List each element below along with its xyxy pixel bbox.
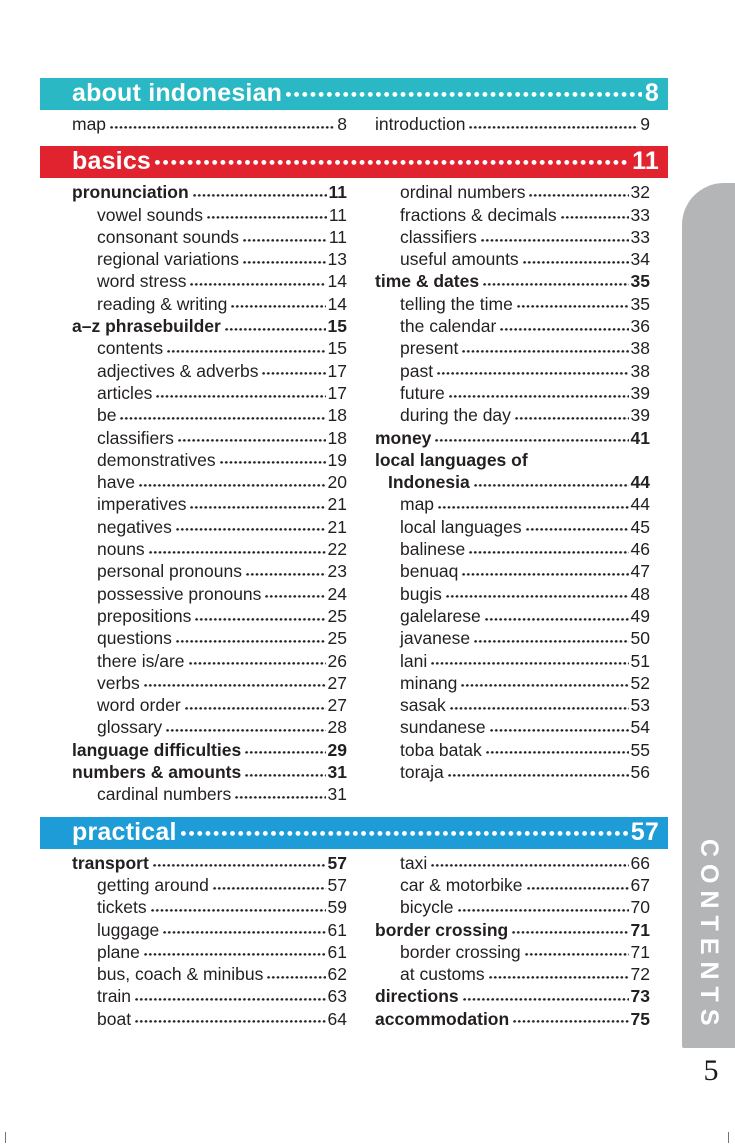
entry-page-number: 32	[630, 182, 650, 203]
entry-label: bugis	[400, 583, 442, 604]
entry-page-number: 19	[327, 449, 347, 470]
entry-page-number: 64	[327, 1008, 347, 1029]
toc-sections	[40, 78, 668, 1030]
toc-entry	[72, 404, 347, 426]
entry-label: map	[72, 114, 107, 134]
entry-page-number: 75	[630, 1008, 650, 1029]
toc-entry	[72, 896, 347, 918]
entry-page-number: 14	[327, 271, 347, 292]
toc-entry	[375, 226, 650, 248]
entry-page-number: 50	[630, 628, 650, 649]
toc-section	[40, 817, 668, 1030]
entry-label: sundanese	[400, 717, 486, 738]
toc-entry	[72, 382, 347, 404]
entry-label: time & dates	[375, 271, 480, 292]
toc-entry	[72, 694, 347, 716]
entry-page-number: 8	[337, 114, 347, 134]
entry-page-number: 17	[327, 382, 347, 403]
entry-page-number: 67	[630, 874, 650, 895]
section-title: about indonesian	[72, 79, 283, 107]
entry-page-number: 71	[630, 919, 650, 940]
entry-page-number: 23	[327, 561, 347, 582]
entry-page-number: 70	[630, 897, 650, 918]
toc-entry	[72, 516, 347, 538]
entry-label: nouns	[97, 539, 145, 560]
entry-label: tickets	[97, 897, 147, 918]
toc-entry	[72, 337, 347, 359]
entry-page-number: 21	[327, 494, 347, 515]
toc-entry	[72, 181, 347, 203]
entry-label: money	[375, 427, 432, 448]
toc-entry	[375, 315, 650, 337]
entry-label: ordinal numbers	[400, 182, 526, 203]
entry-page-number: 25	[327, 628, 347, 649]
toc-section	[40, 146, 668, 805]
entry-page-number: 35	[630, 271, 650, 292]
entry-label: accommodation	[375, 1008, 510, 1029]
entry-page-number: 17	[327, 360, 347, 381]
entry-page-number: 28	[327, 717, 347, 738]
crop-mark-right	[728, 1132, 729, 1143]
entry-label: adjectives & adverbs	[97, 360, 259, 381]
entry-label: taxi	[400, 852, 428, 873]
section-page-number: 57	[630, 817, 659, 846]
entry-page-number: 27	[327, 695, 347, 716]
toc-columns	[40, 178, 668, 805]
toc-entry	[375, 204, 650, 226]
entry-label: cardinal numbers	[97, 784, 232, 805]
toc-entry	[72, 761, 347, 783]
entry-page-number: 46	[630, 539, 650, 560]
toc-entry	[375, 270, 650, 292]
entry-label: questions	[97, 628, 172, 649]
section-header-bar	[40, 78, 668, 110]
entry-page-number: 52	[630, 672, 650, 693]
section-page-number: 11	[632, 147, 659, 176]
toc-entry	[375, 293, 650, 315]
entry-label: useful amounts	[400, 249, 519, 270]
entry-page-number: 61	[327, 919, 347, 940]
entry-label: toba batak	[400, 739, 482, 760]
section-title: basics	[72, 147, 152, 176]
entry-label: demonstratives	[97, 449, 216, 470]
toc-entry	[375, 560, 650, 582]
entry-page-number: 33	[630, 226, 650, 247]
toc-entry	[375, 852, 650, 874]
entry-label: vowel sounds	[97, 204, 204, 225]
toc-entry	[375, 427, 650, 449]
entry-page-number: 57	[327, 874, 347, 895]
toc-entry	[72, 672, 347, 694]
toc-entry	[72, 560, 347, 582]
toc-entry	[72, 739, 347, 761]
section-header-bar	[40, 817, 668, 849]
entry-page-number: 41	[630, 427, 650, 448]
entry-page-number: 9	[640, 114, 650, 134]
section-header-bar	[40, 146, 668, 178]
toc-entry	[72, 248, 347, 270]
toc-entry	[72, 493, 347, 515]
entry-label: consonant sounds	[97, 226, 240, 247]
entry-label: during the day	[400, 405, 511, 426]
entry-page-number: 59	[327, 897, 347, 918]
entry-label: directions	[375, 986, 459, 1007]
entry-label: bicycle	[400, 897, 454, 918]
toc-entry	[72, 315, 347, 337]
entry-page-number: 34	[630, 249, 650, 270]
entry-page-number: 11	[328, 204, 347, 225]
entry-label: introduction	[375, 114, 466, 134]
toc-entry	[375, 538, 650, 560]
toc-entry	[375, 963, 650, 985]
entry-page-number: 11	[328, 226, 347, 247]
toc-column	[375, 852, 650, 1030]
toc-entry	[72, 852, 347, 874]
entry-page-number: 48	[630, 583, 650, 604]
toc-entry	[375, 985, 650, 1007]
entry-page-number: 38	[630, 338, 650, 359]
entry-page-number: 56	[630, 762, 650, 783]
entry-page-number: 73	[630, 986, 650, 1007]
entry-page-number: 62	[327, 964, 347, 985]
toc-entry	[72, 1008, 347, 1030]
crop-mark-left	[5, 1132, 6, 1143]
entry-label: possessive pronouns	[97, 583, 262, 604]
toc-entry	[375, 1008, 650, 1030]
entry-label: minang	[400, 672, 458, 693]
entry-label: plane	[97, 941, 140, 962]
toc-entry	[72, 538, 347, 560]
toc-entry	[375, 337, 650, 359]
entry-label: contents	[97, 338, 164, 359]
entry-page-number: 27	[327, 672, 347, 693]
entry-page-number: 14	[327, 293, 347, 314]
entry-page-number: 18	[327, 427, 347, 448]
entry-page-number: 21	[327, 516, 347, 537]
toc-entry	[375, 248, 650, 270]
entry-label: javanese	[400, 628, 471, 649]
entry-label: fractions & decimals	[400, 204, 557, 225]
entry-page-number: 66	[630, 852, 650, 873]
toc-section	[40, 78, 668, 135]
toc-entry	[375, 650, 650, 672]
toc-entry	[375, 516, 650, 538]
toc-entry	[72, 605, 347, 627]
entry-page-number: 31	[327, 762, 347, 783]
entry-label: classifiers	[400, 226, 477, 247]
toc-entry	[375, 605, 650, 627]
entry-label: the calendar	[400, 316, 497, 337]
entry-label: toraja	[400, 762, 444, 783]
entry-page-number: 53	[630, 695, 650, 716]
toc-entry	[375, 627, 650, 649]
entry-label: border crossing	[375, 919, 509, 940]
toc-entry	[375, 404, 650, 426]
entry-label: negatives	[97, 516, 172, 537]
entry-label: word order	[97, 695, 181, 716]
entry-label: personal pronouns	[97, 561, 242, 582]
entry-label: transport	[72, 852, 149, 873]
entry-label: getting around	[97, 874, 209, 895]
toc-entry	[375, 896, 650, 918]
toc-column	[72, 113, 347, 135]
entry-label: there is/are	[97, 650, 185, 671]
entry-page-number: 38	[630, 360, 650, 381]
entry-label: reading & writing	[97, 293, 228, 314]
entry-page-number: 36	[630, 316, 650, 337]
toc-entry	[375, 382, 650, 404]
entry-label: Indonesia	[388, 472, 470, 493]
entry-label: language difficulties	[72, 739, 242, 760]
toc-entry	[375, 493, 650, 515]
entry-label: classifiers	[97, 427, 174, 448]
toc-entry	[375, 449, 650, 471]
toc-entry	[72, 449, 347, 471]
entry-label: have	[97, 472, 135, 493]
entry-label: numbers & amounts	[72, 762, 242, 783]
entry-page-number: 71	[630, 941, 650, 962]
toc-entry	[72, 919, 347, 941]
toc-entry	[375, 583, 650, 605]
toc-entry	[375, 941, 650, 963]
entry-page-number: 44	[630, 472, 650, 493]
toc-entry	[72, 874, 347, 896]
entry-label: luggage	[97, 919, 160, 940]
entry-label: glossary	[97, 717, 163, 738]
toc-column	[72, 181, 347, 805]
entry-label: present	[400, 338, 459, 359]
entry-label: articles	[97, 382, 153, 403]
entry-label: sasak	[400, 695, 446, 716]
toc-entry	[375, 471, 650, 493]
entry-page-number: 35	[630, 293, 650, 314]
toc-entry	[72, 985, 347, 1007]
entry-label: map	[400, 494, 435, 515]
toc-column	[375, 113, 650, 135]
entry-label: at customs	[400, 964, 485, 985]
entry-label: a–z phrasebuilder	[72, 316, 221, 337]
toc-entry	[72, 427, 347, 449]
toc-entry	[72, 113, 347, 135]
entry-label: pronunciation	[72, 182, 189, 203]
section-page-number: 8	[644, 79, 659, 107]
toc-entry	[375, 716, 650, 738]
entry-page-number: 11	[328, 182, 347, 203]
entry-page-number: 47	[630, 561, 650, 582]
contents-tab-label: CONTENTS	[695, 838, 723, 1032]
entry-label: balinese	[400, 539, 466, 560]
toc-column	[72, 852, 347, 1030]
folio-page-number: 5	[703, 1054, 719, 1087]
entry-label: prepositions	[97, 605, 192, 626]
toc-entry	[72, 270, 347, 292]
entry-page-number: 25	[327, 605, 347, 626]
contents-side-tab	[682, 183, 735, 1048]
entry-page-number: 24	[327, 583, 347, 604]
entry-label: be	[97, 405, 117, 426]
toc-column	[375, 181, 650, 805]
entry-label: train	[97, 986, 132, 1007]
toc-entry	[375, 739, 650, 761]
toc-entry	[72, 941, 347, 963]
entry-page-number: 39	[630, 405, 650, 426]
entry-page-number: 26	[327, 650, 347, 671]
entry-label: imperatives	[97, 494, 187, 515]
toc-entry	[72, 226, 347, 248]
toc-entry	[72, 293, 347, 315]
entry-label: border crossing	[400, 941, 521, 962]
entry-page-number: 63	[327, 986, 347, 1007]
entry-page-number: 45	[630, 516, 650, 537]
entry-page-number: 39	[630, 382, 650, 403]
entry-page-number: 49	[630, 605, 650, 626]
entry-label: bus, coach & minibus	[97, 964, 264, 985]
toc-entry	[375, 113, 650, 135]
entry-page-number: 55	[630, 739, 650, 760]
toc-entry	[72, 583, 347, 605]
entry-label: car & motorbike	[400, 874, 523, 895]
toc-entry	[72, 650, 347, 672]
entry-label: telling the time	[400, 293, 513, 314]
section-title: practical	[72, 817, 177, 846]
toc-entry	[375, 874, 650, 896]
entry-page-number: 57	[327, 852, 347, 873]
toc-entry	[72, 783, 347, 805]
entry-page-number: 13	[327, 249, 347, 270]
toc-entry	[72, 963, 347, 985]
entry-label: verbs	[97, 672, 140, 693]
entry-page-number: 15	[327, 338, 347, 359]
toc-entry	[72, 471, 347, 493]
toc-entry	[72, 360, 347, 382]
entry-label: regional variations	[97, 249, 240, 270]
entry-label: past	[400, 360, 434, 381]
toc-entry	[72, 627, 347, 649]
entry-label: benuaq	[400, 561, 459, 582]
toc-entry	[375, 672, 650, 694]
entry-label: local languages	[400, 516, 522, 537]
toc-entry	[375, 919, 650, 941]
toc-entry	[375, 761, 650, 783]
toc-entry	[375, 694, 650, 716]
entry-label: future	[400, 382, 445, 403]
entry-label: lani	[400, 650, 428, 671]
entry-page-number: 20	[327, 472, 347, 493]
toc-columns	[40, 849, 668, 1030]
toc-entry	[72, 716, 347, 738]
entry-label: galelarese	[400, 605, 481, 626]
toc-entry	[375, 360, 650, 382]
entry-label: local languages of	[375, 449, 528, 470]
entry-label: word stress	[97, 271, 187, 292]
entry-page-number: 29	[327, 739, 347, 760]
entry-page-number: 18	[327, 405, 347, 426]
entry-page-number: 22	[327, 539, 347, 560]
toc-columns	[40, 110, 668, 135]
entry-page-number: 54	[630, 717, 650, 738]
entry-page-number: 72	[630, 964, 650, 985]
entry-page-number: 15	[327, 316, 347, 337]
toc-entry	[72, 204, 347, 226]
toc-entry	[375, 181, 650, 203]
entry-page-number: 51	[630, 650, 650, 671]
entry-label: boat	[97, 1008, 132, 1029]
entry-page-number: 44	[630, 494, 650, 515]
entry-page-number: 33	[630, 204, 650, 225]
entry-page-number: 31	[327, 784, 347, 805]
entry-page-number: 61	[327, 941, 347, 962]
